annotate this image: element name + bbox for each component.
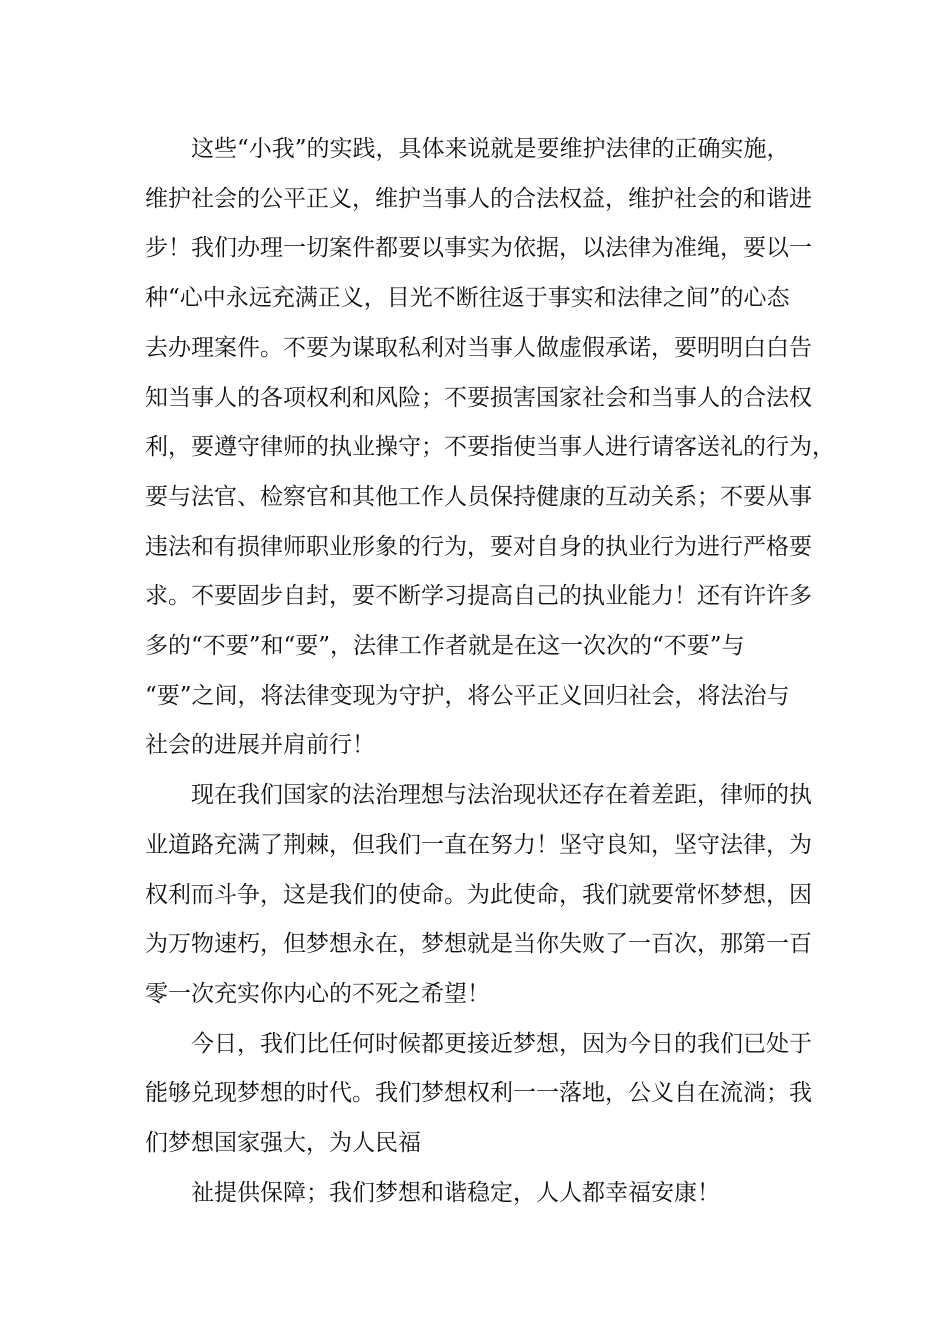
text-line: 们梦想国家强大，为人民福 <box>145 1130 421 1157</box>
text-line: 权利而斗争，这是我们的使命。为此使命，我们就要常怀梦想，因 <box>145 881 812 908</box>
paragraph-2 <box>145 771 825 1020</box>
text-line: 维护社会的公平正义，维护当事人的合法权益，维护社会的和谐进 <box>145 185 812 212</box>
text-line: 去办理案件。不要为谋取私利对当事人做虚假承诺，要明明白白告 <box>145 334 812 361</box>
text-line: 祉提供保障；我们梦想和谐稳定，人人都幸福安康！ <box>191 1179 720 1206</box>
text-line: 求。不要固步自封，要不断学习提高自己的执业能力！还有许许多 <box>145 583 812 610</box>
text-line: 种“心中永远充满正义，目光不断往返于事实和法律之间”的心态 <box>145 285 790 312</box>
text-line: 能够兑现梦想的时代。我们梦想权利一一落地，公义自在流淌；我 <box>145 1080 812 1107</box>
text-line: 多的“不要”和“要”，法律工作者就是在这一次次的“不要”与 <box>145 633 745 660</box>
text-line: 知当事人的各项权利和风险；不要损害国家社会和当事人的合法权 <box>145 384 812 411</box>
text-line: 违法和有损律师职业形象的行为，要对自身的执业行为进行严格要 <box>145 533 812 560</box>
text-line: 步！我们办理一切案件都要以事实为依据，以法律为准绳，要以一 <box>145 235 812 262</box>
text-line: “要”之间，将法律变现为守护，将公平正义回归社会，将法治与 <box>145 682 790 709</box>
text-line: 社会的进展并肩前行！ <box>145 732 375 759</box>
paragraph-4 <box>145 1169 825 1219</box>
text-line: 业道路充满了荆棘，但我们一直在努力！坚守良知，坚守法律，为 <box>145 831 812 858</box>
paragraph-3 <box>145 1020 825 1169</box>
paragraph-1 <box>145 125 835 771</box>
text-line: 利，要遵守律师的执业操守；不要指使当事人进行请客送礼的行为， <box>145 434 835 461</box>
text-line: 零一次充实你内心的不死之希望！ <box>145 980 490 1007</box>
text-line: 为万物速朽，但梦想永在，梦想就是当你失败了一百次，那第一百 <box>145 931 812 958</box>
text-line: 今日，我们比任何时候都更接近梦想，因为今日的我们已处于 <box>191 1030 812 1057</box>
text-line: 现在我们国家的法治理想与法治现状还存在着差距，律师的执 <box>191 782 812 809</box>
document-body <box>145 125 835 1218</box>
text-line: 这些“小我”的实践，具体来说就是要维护法律的正确实施， <box>191 136 790 162</box>
text-line: 要与法官、检察官和其他工作人员保持健康的互动关系；不要从事 <box>145 483 812 510</box>
